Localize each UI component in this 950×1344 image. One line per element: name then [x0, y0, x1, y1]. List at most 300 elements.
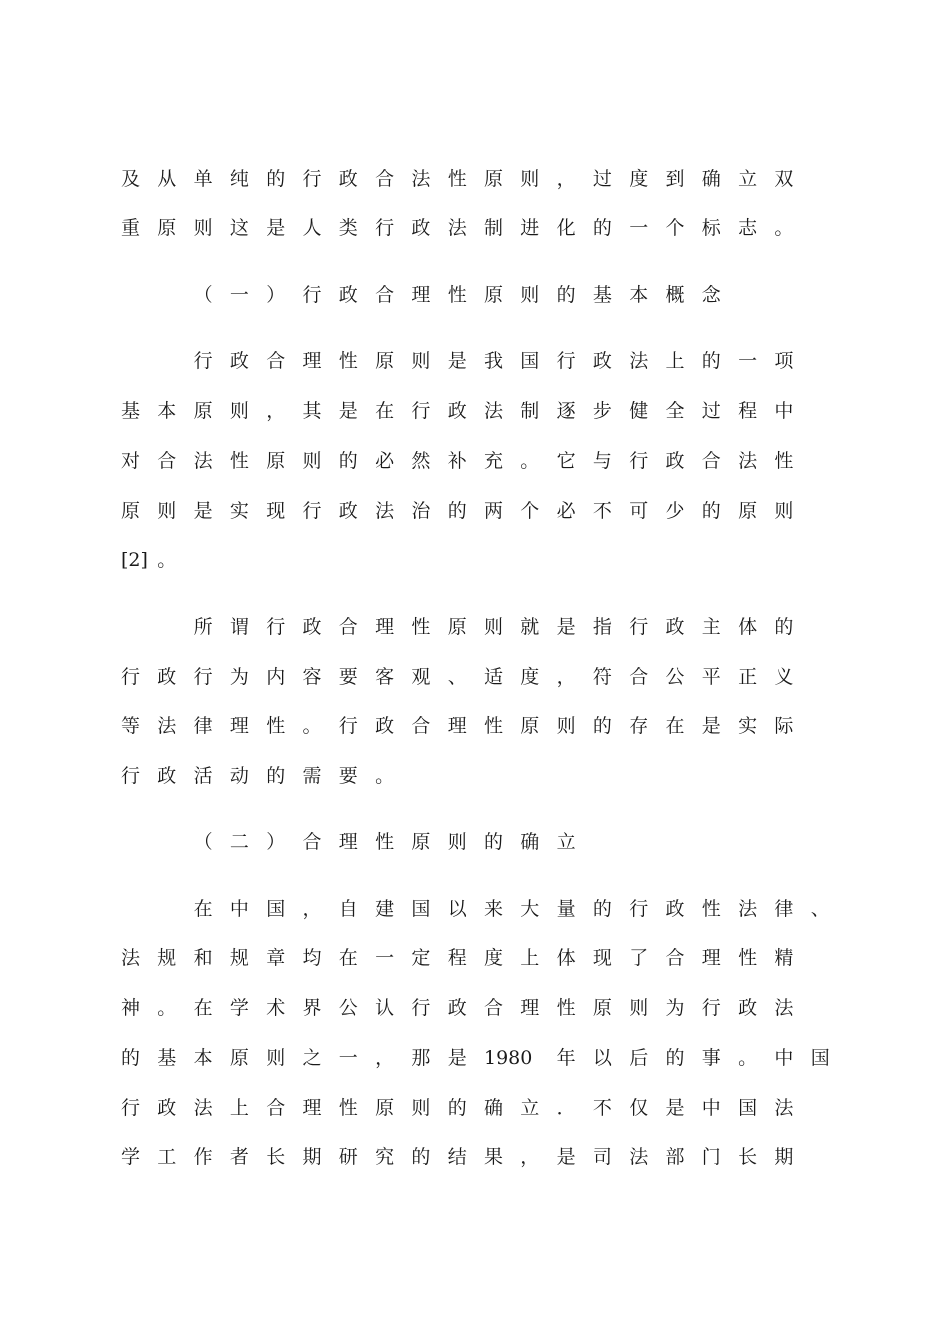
glyph: 期 [774, 1146, 794, 1168]
glyph: 的 [484, 831, 504, 853]
glyph: 原 [592, 997, 612, 1019]
glyph: 双 [774, 168, 794, 190]
glyph: 。 [520, 450, 540, 472]
glyph: 政 [447, 997, 467, 1019]
glyph: 原 [411, 831, 431, 853]
glyph: 期 [302, 1146, 322, 1168]
glyph: 程 [447, 947, 467, 969]
glyph: 。 [774, 217, 794, 239]
glyph: 可 [629, 500, 649, 522]
glyph: 性 [556, 997, 576, 1019]
glyph: 精 [774, 947, 794, 969]
glyph: 合 [157, 450, 177, 472]
glyph: 性 [447, 168, 467, 190]
glyph: 行 [629, 616, 649, 638]
glyph: 度 [484, 947, 504, 969]
glyph: ， [302, 898, 322, 920]
glyph: 是 [447, 1047, 467, 1069]
glyph: 是 [266, 217, 286, 239]
glyph: 现 [592, 947, 612, 969]
glyph: 类 [338, 217, 358, 239]
glyph: 均 [302, 947, 322, 969]
glyph: 是 [665, 1097, 685, 1119]
glyph: 行 [411, 997, 431, 1019]
glyph: 制 [484, 217, 504, 239]
glyph: 。 [375, 765, 395, 787]
glyph: 年 [556, 1047, 576, 1069]
glyph: ） [266, 831, 286, 853]
glyph: 政 [665, 616, 685, 638]
glyph: 究 [375, 1146, 395, 1168]
glyph: 性 [484, 715, 504, 737]
glyph: 长 [738, 1146, 758, 1168]
glyph: 合 [302, 831, 322, 853]
glyph: 。 [738, 1047, 758, 1069]
glyph: 部 [665, 1146, 685, 1168]
glyph: ． [556, 1097, 576, 1119]
glyph: 是 [338, 400, 358, 422]
glyph: 逐 [556, 400, 576, 422]
glyph: 健 [629, 400, 649, 422]
glyph: 认 [375, 997, 395, 1019]
glyph: 人 [302, 217, 322, 239]
glyph: 则 [774, 500, 794, 522]
glyph: 合 [375, 284, 395, 306]
glyph: 法 [121, 947, 141, 969]
glyph: 法 [738, 450, 758, 472]
glyph: 化 [556, 217, 576, 239]
glyph: 则 [484, 616, 504, 638]
glyph: 理 [302, 1097, 322, 1119]
glyph: 政 [157, 765, 177, 787]
glyph: 制 [520, 400, 540, 422]
glyph: 之 [302, 1047, 322, 1069]
glyph: 就 [520, 616, 540, 638]
glyph: 性 [338, 1097, 358, 1119]
glyph: 概 [665, 284, 685, 306]
glyph: 则 [411, 1097, 431, 1119]
glyph: 然 [411, 450, 431, 472]
glyph: 则 [520, 168, 540, 190]
glyph: [2] [121, 549, 148, 571]
glyph: 际 [774, 715, 794, 737]
text-line [0, 661, 950, 693]
glyph: 少 [665, 500, 685, 522]
glyph: 学 [229, 997, 249, 1019]
glyph: 本 [629, 284, 649, 306]
glyph: 的 [592, 898, 612, 920]
glyph: 体 [738, 616, 758, 638]
glyph: 及 [121, 168, 141, 190]
glyph: 是 [556, 616, 576, 638]
glyph: 行 [338, 715, 358, 737]
glyph: 则 [629, 997, 649, 1019]
glyph: 定 [411, 947, 431, 969]
glyph: 果 [484, 1146, 504, 1168]
glyph: 国 [411, 898, 431, 920]
glyph: 法 [629, 1146, 649, 1168]
glyph: 律 [774, 898, 794, 920]
glyph: 后 [629, 1047, 649, 1069]
glyph: 平 [701, 666, 721, 688]
glyph: 基 [157, 1047, 177, 1069]
glyph: 是 [193, 500, 213, 522]
glyph: 度 [629, 168, 649, 190]
glyph: 则 [411, 350, 431, 372]
glyph: 工 [157, 1146, 177, 1168]
glyph: 的 [701, 500, 721, 522]
glyph: 政 [665, 898, 685, 920]
glyph: 这 [229, 217, 249, 239]
glyph: 内 [266, 666, 286, 688]
glyph: 合 [411, 715, 431, 737]
glyph: 的 [447, 500, 467, 522]
glyph: 要 [338, 666, 358, 688]
glyph: 原 [157, 217, 177, 239]
glyph: 度 [520, 666, 540, 688]
glyph: 的 [338, 450, 358, 472]
text-line [0, 992, 950, 1024]
glyph: 的 [411, 1146, 431, 1168]
glyph: 上 [520, 947, 540, 969]
glyph: 与 [592, 450, 612, 472]
glyph: 术 [266, 997, 286, 1019]
glyph: 性 [229, 450, 249, 472]
glyph: 法 [774, 1097, 794, 1119]
glyph: 性 [375, 831, 395, 853]
glyph: 程 [738, 400, 758, 422]
glyph: 一 [375, 947, 395, 969]
glyph: 不 [592, 1097, 612, 1119]
glyph: 存 [629, 715, 649, 737]
glyph: 性 [774, 450, 794, 472]
glyph: 的 [701, 350, 721, 372]
glyph: 补 [447, 450, 467, 472]
glyph: 谓 [229, 616, 249, 638]
glyph: 政 [338, 284, 358, 306]
glyph: 政 [157, 666, 177, 688]
glyph: 原 [484, 168, 504, 190]
glyph: 过 [592, 168, 612, 190]
glyph: 性 [447, 284, 467, 306]
glyph: 重 [121, 217, 141, 239]
glyph: 实 [738, 715, 758, 737]
glyph: 政 [665, 450, 685, 472]
glyph: 为 [229, 666, 249, 688]
glyph: 进 [520, 217, 540, 239]
glyph: 上 [229, 1097, 249, 1119]
glyph: 一 [738, 350, 758, 372]
glyph: 是 [556, 1146, 576, 1168]
glyph: 法 [484, 400, 504, 422]
glyph: 个 [665, 217, 685, 239]
glyph: 以 [447, 898, 467, 920]
glyph: 界 [302, 997, 322, 1019]
glyph: 合 [375, 168, 395, 190]
glyph: 的 [592, 715, 612, 737]
glyph: 要 [338, 765, 358, 787]
glyph: 本 [157, 400, 177, 422]
glyph: 作 [193, 1146, 213, 1168]
glyph: 在 [193, 997, 213, 1019]
glyph: 指 [592, 616, 612, 638]
glyph: 行 [629, 898, 649, 920]
glyph: 政 [229, 350, 249, 372]
glyph: 容 [302, 666, 322, 688]
glyph: 国 [738, 1097, 758, 1119]
glyph: 在 [338, 947, 358, 969]
glyph: 在 [665, 715, 685, 737]
glyph: 事 [701, 1047, 721, 1069]
glyph: 所 [193, 616, 213, 638]
glyph: 性 [266, 715, 286, 737]
glyph: 动 [229, 765, 249, 787]
glyph: 本 [193, 1047, 213, 1069]
glyph: 对 [121, 450, 141, 472]
glyph: 的 [266, 168, 286, 190]
glyph: 行 [302, 168, 322, 190]
glyph: 理 [375, 616, 395, 638]
glyph: 。 [157, 549, 177, 571]
glyph: 性 [411, 616, 431, 638]
glyph: 实 [229, 500, 249, 522]
glyph: 法 [375, 500, 395, 522]
glyph: 原 [375, 350, 395, 372]
glyph: 现 [266, 500, 286, 522]
glyph: 立 [556, 831, 576, 853]
glyph: 二 [229, 831, 249, 853]
glyph: 为 [665, 997, 685, 1019]
text-line [0, 760, 950, 792]
glyph: 志 [738, 217, 758, 239]
glyph: 立 [738, 168, 758, 190]
glyph: 合 [701, 450, 721, 472]
glyph: 中 [774, 400, 794, 422]
glyph: 一 [629, 217, 649, 239]
glyph: 长 [266, 1146, 286, 1168]
glyph: 上 [665, 350, 685, 372]
glyph: ， [556, 168, 576, 190]
glyph: 我 [484, 350, 504, 372]
glyph: 量 [556, 898, 576, 920]
glyph: 来 [484, 898, 504, 920]
glyph: 法 [738, 898, 758, 920]
glyph: 行 [302, 284, 322, 306]
glyph: 的 [447, 1097, 467, 1119]
glyph: 行 [629, 450, 649, 472]
glyph: 行 [302, 500, 322, 522]
glyph: 神 [121, 997, 141, 1019]
glyph: 原 [266, 450, 286, 472]
glyph: 一 [338, 1047, 358, 1069]
glyph: 过 [701, 400, 721, 422]
glyph: 从 [157, 168, 177, 190]
glyph: 则 [302, 450, 322, 472]
glyph: 法 [193, 450, 213, 472]
glyph: 国 [520, 350, 540, 372]
text-line [0, 1042, 950, 1074]
glyph: ） [266, 284, 286, 306]
glyph: 单 [193, 168, 213, 190]
text-line [0, 345, 950, 377]
glyph: 行 [375, 217, 395, 239]
glyph: 则 [520, 284, 540, 306]
text-line [0, 893, 950, 925]
glyph: 行 [121, 765, 141, 787]
glyph: 则 [193, 217, 213, 239]
glyph: 行 [121, 1097, 141, 1119]
glyph: 客 [375, 666, 395, 688]
glyph: 政 [738, 997, 758, 1019]
glyph: 合 [665, 947, 685, 969]
glyph: 立 [520, 1097, 540, 1119]
glyph: 公 [338, 997, 358, 1019]
glyph: 行 [121, 666, 141, 688]
glyph: 其 [302, 400, 322, 422]
glyph: ， [556, 666, 576, 688]
glyph: 中 [701, 1097, 721, 1119]
glyph: 必 [375, 450, 395, 472]
glyph: （ [193, 284, 213, 306]
glyph: 体 [556, 947, 576, 969]
glyph: 则 [229, 400, 249, 422]
glyph: ， [266, 400, 286, 422]
glyph: 政 [447, 400, 467, 422]
glyph: 1980 [484, 1047, 533, 1069]
glyph: 不 [592, 500, 612, 522]
glyph: 念 [701, 284, 721, 306]
glyph: 理 [302, 350, 322, 372]
glyph: 以 [592, 1047, 612, 1069]
glyph: 原 [484, 284, 504, 306]
glyph: 合 [266, 350, 286, 372]
glyph: 性 [701, 898, 721, 920]
glyph: 则 [556, 715, 576, 737]
glyph: 必 [556, 500, 576, 522]
glyph: 基 [592, 284, 612, 306]
glyph: 原 [738, 500, 758, 522]
glyph: 符 [592, 666, 612, 688]
glyph: 适 [484, 666, 504, 688]
glyph: 国 [266, 898, 286, 920]
glyph: 律 [193, 715, 213, 737]
text-line [0, 1141, 950, 1173]
glyph: 法 [629, 350, 649, 372]
glyph: 的 [592, 217, 612, 239]
glyph: 研 [338, 1146, 358, 1168]
glyph: 原 [229, 1047, 249, 1069]
glyph: 政 [157, 1097, 177, 1119]
glyph: 中 [774, 1047, 794, 1069]
glyph: 公 [665, 666, 685, 688]
glyph: 政 [302, 616, 322, 638]
glyph: 它 [556, 450, 576, 472]
glyph: 的 [774, 616, 794, 638]
glyph: 理 [229, 715, 249, 737]
glyph: 则 [266, 1047, 286, 1069]
glyph: 充 [484, 450, 504, 472]
glyph: 原 [193, 400, 213, 422]
glyph: 一 [229, 284, 249, 306]
glyph: 在 [375, 400, 395, 422]
glyph: 需 [302, 765, 322, 787]
glyph: 理 [447, 715, 467, 737]
glyph: 合 [484, 997, 504, 1019]
text-line [0, 212, 950, 244]
glyph: 理 [338, 831, 358, 853]
glyph: 行 [556, 350, 576, 372]
glyph: 原 [121, 500, 141, 522]
glyph: 门 [701, 1146, 721, 1168]
text-line [0, 445, 950, 477]
glyph: 结 [447, 1146, 467, 1168]
glyph: 行 [411, 400, 431, 422]
glyph: 政 [338, 500, 358, 522]
glyph: 基 [121, 400, 141, 422]
glyph: 合 [266, 1097, 286, 1119]
glyph: 等 [121, 715, 141, 737]
glyph: 的 [121, 1047, 141, 1069]
glyph: 步 [592, 400, 612, 422]
glyph: 则 [447, 831, 467, 853]
glyph: 的 [665, 1047, 685, 1069]
glyph: 原 [375, 1097, 395, 1119]
glyph: 则 [157, 500, 177, 522]
glyph: 行 [701, 997, 721, 1019]
glyph: 法 [411, 168, 431, 190]
glyph: 义 [774, 666, 794, 688]
text-line [0, 1092, 950, 1124]
text-line [0, 163, 950, 195]
glyph: 是 [447, 350, 467, 372]
glyph: 理 [411, 284, 431, 306]
glyph: 个 [520, 500, 540, 522]
glyph: 者 [229, 1146, 249, 1168]
glyph: 法 [774, 997, 794, 1019]
text-line [0, 942, 950, 974]
glyph: 合 [338, 616, 358, 638]
glyph: 确 [484, 1097, 504, 1119]
glyph: ， [520, 1146, 540, 1168]
glyph: 到 [665, 168, 685, 190]
glyph: 中 [229, 898, 249, 920]
glyph: 治 [411, 500, 431, 522]
glyph: 和 [193, 947, 213, 969]
glyph: 、 [447, 666, 467, 688]
glyph: 司 [592, 1146, 612, 1168]
glyph: 合 [629, 666, 649, 688]
glyph: 政 [411, 217, 431, 239]
glyph: 是 [701, 715, 721, 737]
glyph: 行 [193, 666, 213, 688]
glyph: ， [375, 1047, 395, 1069]
section-heading [0, 826, 950, 858]
glyph: 项 [774, 350, 794, 372]
text-line [0, 710, 950, 742]
glyph: 、 [810, 898, 830, 920]
glyph: 规 [157, 947, 177, 969]
glyph: 原 [447, 616, 467, 638]
glyph: 纯 [229, 168, 249, 190]
glyph: 大 [520, 898, 540, 920]
glyph: 规 [229, 947, 249, 969]
glyph: 行 [266, 616, 286, 638]
glyph: 确 [520, 831, 540, 853]
glyph: 理 [701, 947, 721, 969]
glyph: 政 [375, 715, 395, 737]
text-line [0, 495, 950, 527]
glyph: （ [193, 831, 213, 853]
